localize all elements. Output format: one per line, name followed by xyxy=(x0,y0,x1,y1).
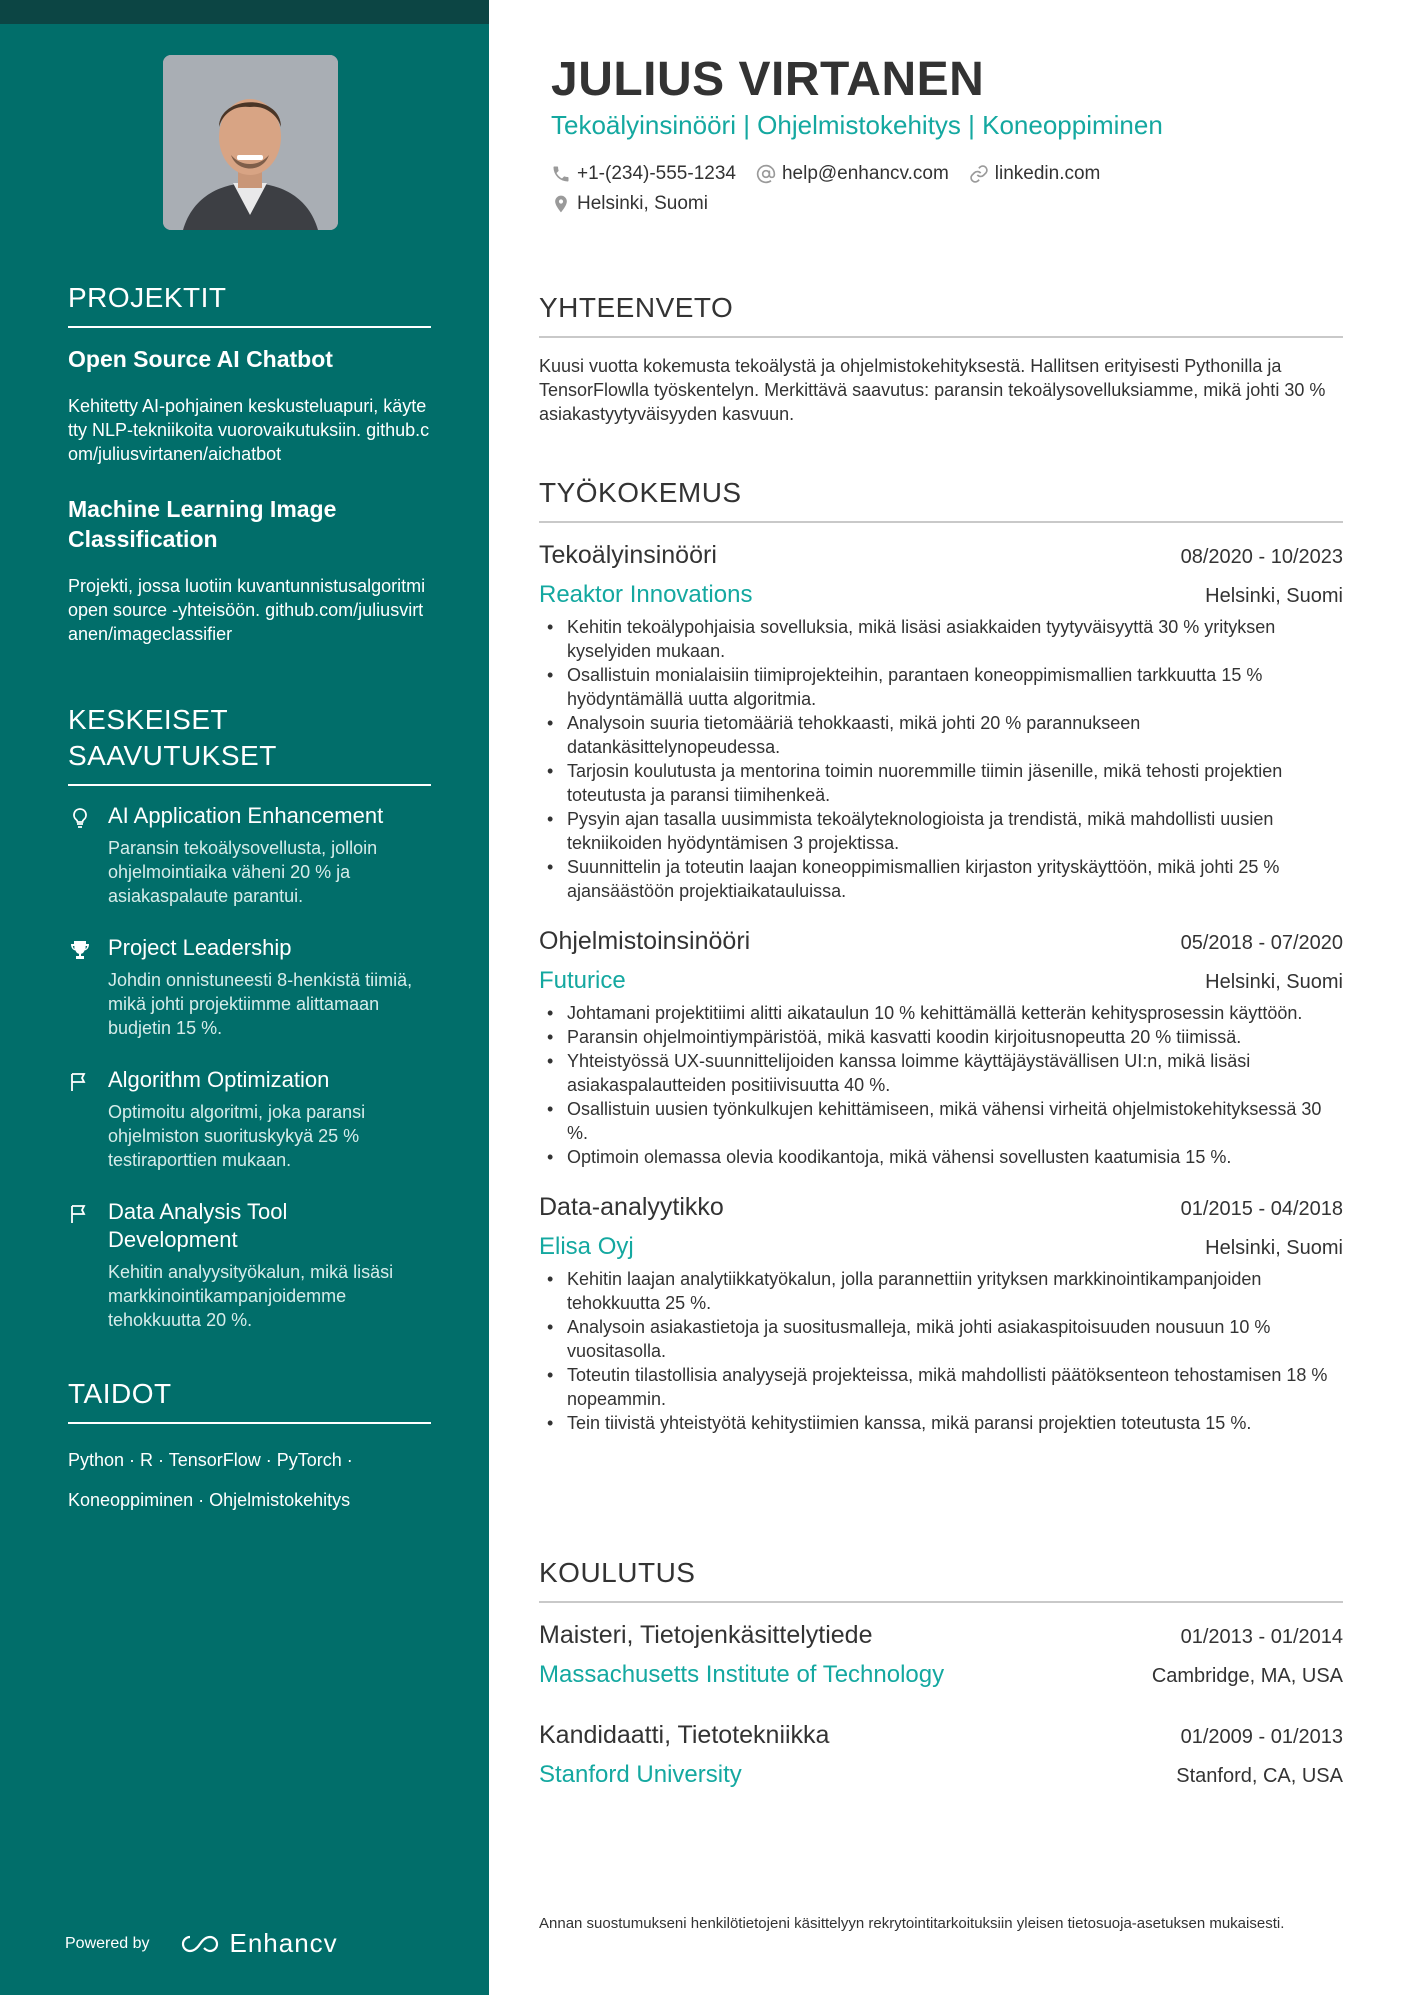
job-location: Helsinki, Suomi xyxy=(1205,1237,1343,1259)
job-date: 01/2015 - 04/2018 xyxy=(1180,1198,1343,1220)
job-bullet: • Kehitin tekoälypohjaisia sovelluksia, mikä lisäsi asiakkaiden tyytyväisyyttä 30 % yrityksen kyselyiden mukaan. xyxy=(539,615,1343,663)
experience-heading: TYÖKOKEMUS xyxy=(539,475,1343,523)
flag-icon xyxy=(68,1066,108,1094)
job-entry xyxy=(539,1191,1343,1435)
education-entry xyxy=(539,1719,1343,1791)
job-bullet: • Paransin ohjelmointiympäristöä, mikä kasvatti koodin kirjoitusnopeutta 20 % tiimissä. xyxy=(539,1025,1343,1049)
education-entry xyxy=(539,1619,1343,1691)
enhancv-logo[interactable] xyxy=(178,1928,338,1959)
skills-line: Koneoppiminen · Ohjelmistokehitys xyxy=(68,1490,351,1510)
job-bullet: • Yhteistyössä UX-suunnittelijoiden kanssa loimme käyttäjäystävällisen UI:n, mikä lisäsi asiakaspalautteiden positiivisuutta 40 %. xyxy=(539,1049,1343,1097)
project-title: Machine Learning Image Classification xyxy=(68,496,337,552)
summary-section xyxy=(539,290,1343,426)
job-company: Futurice xyxy=(539,967,626,994)
project-description: Projekti, jossa luotiin kuvantunnistusalgoritmi open source -yhteisöön. github.com/juliusvirtanen/imageclassifier xyxy=(68,576,426,644)
email-item[interactable] xyxy=(756,160,949,188)
education-heading: KOULUTUS xyxy=(539,1555,1343,1603)
project-item xyxy=(68,494,431,646)
sidebar xyxy=(0,0,489,1995)
project-item xyxy=(68,344,431,466)
education-location: Cambridge, MA, USA xyxy=(1151,1665,1343,1687)
location-item xyxy=(551,190,708,218)
achievement-title: AI Application Enhancement xyxy=(108,803,384,828)
education-degree: Kandidaatti, Tietotekniikka xyxy=(539,1721,830,1749)
enhancv-logo-text: Enhancv xyxy=(229,1928,338,1958)
projects-heading: PROJEKTIT xyxy=(68,280,431,328)
phone-text: +1-(234)-555-1234 xyxy=(577,163,736,184)
job-bullet: • Suunnittelin ja toteutin laajan koneoppimismallien kirjaston yrityskäyttöön, mikä johti 25 % ajansäästöön projektiaikatauluissa. xyxy=(539,855,1343,903)
job-bullets xyxy=(539,1001,1343,1169)
at-icon xyxy=(756,164,776,184)
job-location: Helsinki, Suomi xyxy=(1205,971,1343,993)
summary-text: Kuusi vuotta kokemusta tekoälystä ja ohjelmistokehityksestä. Hallitsen erityisesti Pythonilla ja TensorFlowlla työskentelyn. Merkittävä saavutus: paransin tekoälysovelluksiamme, mikä johti 30 % asiakastyytyväisyyden kasvuun. xyxy=(539,356,1326,424)
skills-heading: TAIDOT xyxy=(68,1376,431,1424)
link-icon xyxy=(969,164,989,184)
project-title: Open Source AI Chatbot xyxy=(68,346,333,372)
location-pin-icon xyxy=(551,194,571,214)
education-location: Stanford, CA, USA xyxy=(1176,1765,1343,1787)
achievement-title: Algorithm Optimization xyxy=(108,1067,330,1092)
education-school: Massachusetts Institute of Technology xyxy=(539,1661,945,1688)
contact-info xyxy=(551,160,1120,220)
job-bullet: • Johtamani projektitiimi alitti aikataulun 10 % kehittämällä ketterän kehitysprosessin käyttöön. xyxy=(539,1001,1343,1025)
achievement-description: Kehitin analyysityökalun, mikä lisäsi markkinointikampanjoidemme tehokkuutta 20 %. xyxy=(108,1262,394,1330)
job-bullet: • Analysoin asiakastietoja ja suositusmalleja, mikä johti asiakaspitoisuuden nousuun 10 % vuositasolla. xyxy=(539,1315,1343,1363)
job-date: 08/2020 - 10/2023 xyxy=(1180,546,1343,568)
enhancv-logo-icon xyxy=(178,1933,222,1955)
job-bullet: • Tarjosin koulutusta ja mentorina toimin nuoremmille tiimin jäsenille, mikä tehosti projektien toteutusta ja paransi tiimihenkeä. xyxy=(539,759,1343,807)
achievement-item xyxy=(68,802,431,908)
flag-icon xyxy=(68,1198,108,1226)
job-entry xyxy=(539,925,1343,1169)
achievement-item xyxy=(68,934,431,1040)
job-location: Helsinki, Suomi xyxy=(1205,585,1343,607)
experience-section xyxy=(539,475,1343,1457)
education-date: 01/2013 - 01/2014 xyxy=(1180,1626,1343,1648)
achievement-description: Johdin onnistuneesti 8-henkistä tiimiä, mikä johti projektiimme alittamaan budjetin 15 %. xyxy=(108,970,413,1038)
location-text: Helsinki, Suomi xyxy=(577,193,708,214)
achievement-item xyxy=(68,1198,431,1332)
job-role: Data-analyytikko xyxy=(539,1193,724,1221)
job-bullet: • Osallistuin monialaisiin tiimiprojekteihin, parantaen koneoppimismallien tarkkuutta 15 % hyödyntämällä uutta algoritmia. xyxy=(539,663,1343,711)
powered-by xyxy=(65,1928,338,1959)
email-text: help@enhancv.com xyxy=(781,163,949,184)
job-bullet: • Tein tiivistä yhteistyötä kehitystiimien kanssa, mikä paransi projektien toteutusta 15 %. xyxy=(539,1411,1343,1435)
sidebar-content xyxy=(68,280,431,1520)
job-bullet: • Osallistuin uusien työnkulkujen kehittämiseen, mikä vähensi virheitä ohjelmistokehityksessä 30 %. xyxy=(539,1097,1343,1145)
skills-list xyxy=(68,1440,431,1520)
achievements-heading: KESKEISET SAAVUTUKSET xyxy=(68,702,431,786)
achievement-title: Project Leadership xyxy=(108,935,292,960)
powered-by-label: Powered by xyxy=(65,1934,150,1952)
job-bullet: • Optimoin olemassa olevia koodikantoja, mikä vähensi sovellusten kaatumisia 15 %. xyxy=(539,1145,1343,1169)
linkedin-item[interactable] xyxy=(969,160,1101,188)
job-bullets xyxy=(539,1267,1343,1435)
job-bullet: • Analysoin suuria tietomääriä tehokkaasti, mikä johti 20 % parannukseen datankäsittelynopeudessa. xyxy=(539,711,1343,759)
job-bullet: • Kehitin laajan analytiikkatyökalun, jolla parannettiin yrityksen markkinointikampanjoiden tehokkuutta 25 %. xyxy=(539,1267,1343,1315)
job-role: Ohjelmistoinsinööri xyxy=(539,927,751,955)
achievement-item xyxy=(68,1066,431,1172)
job-role: Tekoälyinsinööri xyxy=(539,541,717,569)
consent-note: Annan suostumukseni henkilötietojeni käsittelyyn rekrytointitarkoituksiin yleisen tietosuoja-asetuksen mukaisesti. xyxy=(539,1915,1285,1932)
education-date: 01/2009 - 01/2013 xyxy=(1180,1726,1343,1748)
phone-item[interactable] xyxy=(551,160,736,188)
achievement-description: Paransin tekoälysovellusta, jolloin ohjelmointiaika väheni 20 % ja asiakaspalaute parantui. xyxy=(108,838,378,906)
education-degree: Maisteri, Tietojenkäsittelytiede xyxy=(539,1621,873,1649)
job-company: Reaktor Innovations xyxy=(539,581,753,608)
trophy-icon xyxy=(68,934,108,962)
job-bullet: • Toteutin tilastollisia analyysejä projekteissa, mikä mahdollisti päätöksenteon tehostamisen 18 % nopeammin. xyxy=(539,1363,1343,1411)
profile-photo xyxy=(163,55,338,230)
job-entry xyxy=(539,539,1343,903)
project-description: Kehitetty AI-pohjainen keskusteluapuri, käytetty NLP-tekniikoita vuorovaikutuksiin. github.com/juliusvirtanen/aichatbot xyxy=(68,396,430,464)
job-bullet: • Pysyin ajan tasalla uusimmista tekoälyteknologioista ja trendistä, mikä mahdollisti uusien tekniikoiden hyödyntämisen 3 projektissa. xyxy=(539,807,1343,855)
candidate-name: JULIUS VIRTANEN xyxy=(551,53,985,106)
job-bullets xyxy=(539,615,1343,903)
job-company: Elisa Oyj xyxy=(539,1233,634,1260)
skills-line: Python · R · TensorFlow · PyTorch · xyxy=(68,1450,353,1470)
sidebar-top-bar xyxy=(0,0,489,24)
achievement-description: Optimoitu algoritmi, joka paransi ohjelmiston suorituskykyä 25 % testiraporttien mukaan. xyxy=(108,1102,366,1170)
candidate-titles: Tekoälyinsinööri | Ohjelmistokehitys | Koneoppiminen xyxy=(551,110,1163,140)
job-date: 05/2018 - 07/2020 xyxy=(1180,932,1343,954)
phone-icon xyxy=(551,164,571,184)
education-section xyxy=(539,1555,1343,1819)
lightbulb-icon xyxy=(68,802,108,830)
achievement-title: Data Analysis Tool Development xyxy=(108,1199,288,1252)
linkedin-text: linkedin.com xyxy=(994,163,1101,184)
education-school: Stanford University xyxy=(539,1761,742,1788)
summary-heading: YHTEENVETO xyxy=(539,290,1343,338)
